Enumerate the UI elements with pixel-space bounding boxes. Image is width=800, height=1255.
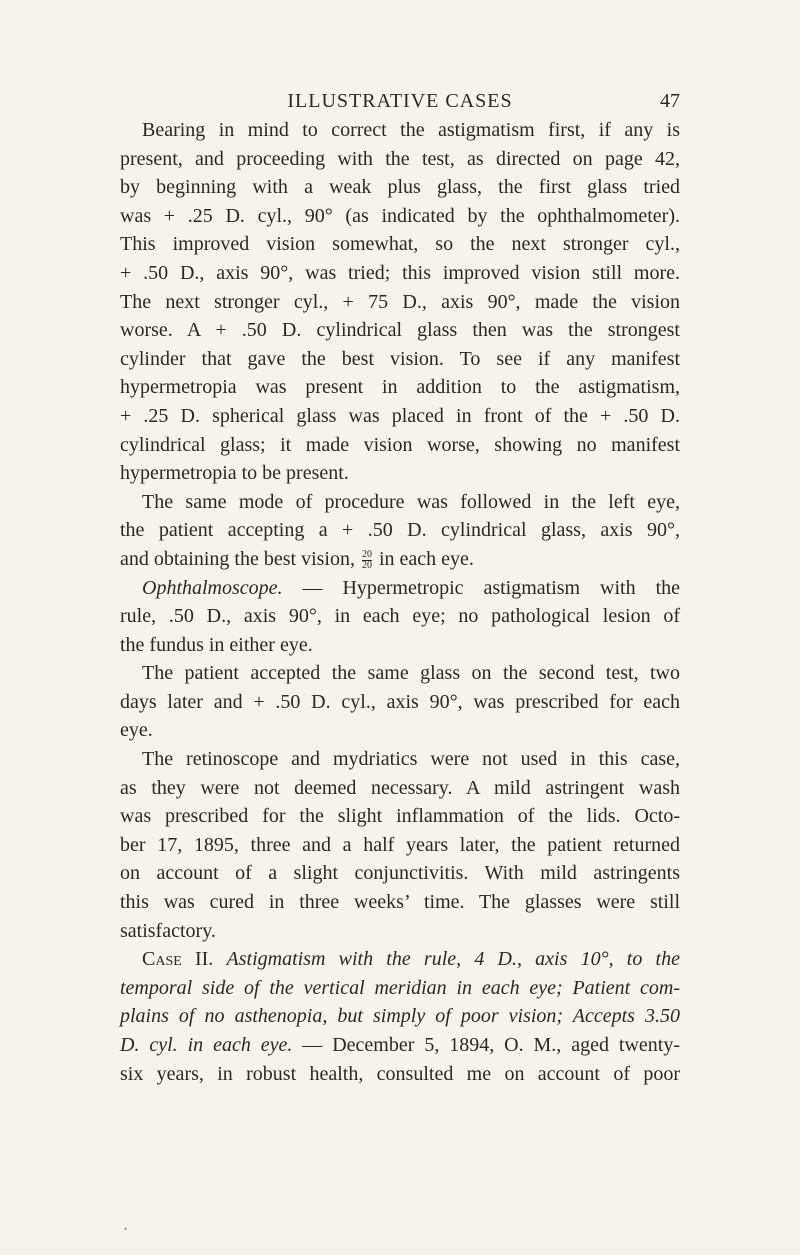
text-line: hypermetropia was present in addition to the astigmatism,	[120, 376, 680, 399]
text-line: six years, in robust health, consulted me on account of poor	[120, 1062, 680, 1085]
text-line	[120, 974, 680, 1003]
case-summary: Astigmatism with the rule, 4 D., axis 10°, to the	[226, 948, 680, 971]
text-line: satisfactory.	[120, 919, 216, 942]
text-line: The same mode of procedure was followed in the left eye,	[142, 490, 680, 513]
text-line: by beginning with a weak plus glass, the first glass tried	[120, 176, 680, 199]
text-line: the patient accepting a + .50 D. cylindrical glass, axis 90°,	[120, 519, 680, 542]
text-line	[120, 945, 680, 974]
text-line: was prescribed for the slight inflammation of the lids. Octo-	[120, 805, 680, 828]
text-line: + .25 D. spherical glass was placed in front of the + .50 D.	[120, 404, 680, 427]
text-line: worse. A + .50 D. cylindrical glass then was the strongest	[120, 319, 680, 342]
text-fragment: and obtaining the best vision,	[120, 547, 355, 570]
text-line: present, and proceeding with the test, as directed on page 42,	[120, 147, 680, 170]
text-line: was + .25 D. cyl., 90° (as indicated by the ophthalmometer).	[120, 204, 680, 227]
text-line: on account of a slight conjunctivitis. With mild astringents	[120, 862, 680, 885]
visual-acuity-fraction	[362, 550, 372, 571]
case-heading: Case II.	[142, 948, 214, 971]
text-line: rule, .50 D., axis 90°, in each eye; no pathological lesion of	[120, 605, 680, 628]
text-line: + .50 D., axis 90°, was tried; this improved vision still more.	[120, 261, 680, 284]
text-line: cylindrical glass; it made vision worse, showing no manifest	[120, 433, 680, 456]
text-line	[120, 545, 680, 574]
text-line: the fundus in either eye.	[120, 633, 313, 656]
text-line: cylinder that gave the best vision. To see if any manifest	[120, 347, 680, 370]
print-speck: •	[124, 1224, 128, 1234]
text-line: hypermetropia to be present.	[120, 462, 349, 485]
ophthalmoscope-heading: Ophthalmoscope.	[142, 576, 283, 599]
text-line: eye.	[120, 719, 153, 742]
text-line	[120, 1031, 680, 1060]
text-line: The retinoscope and mydriatics were not used in this case,	[142, 748, 680, 771]
text-line	[120, 574, 680, 603]
text-fragment: in each eye.	[378, 547, 474, 570]
running-title: ILLUSTRATIVE CASES	[287, 90, 513, 112]
text-line: as they were not deemed necessary. A mild astringent wash	[120, 776, 680, 799]
text-line: This improved vision somewhat, so the next stronger cyl.,	[120, 233, 680, 256]
text-line: The patient accepted the same glass on the second test, two	[142, 662, 680, 685]
text-line: this was cured in three weeks’ time. The glasses were still	[120, 891, 680, 914]
text-fragment: — December 5, 1894, O. M., aged twenty-	[292, 1034, 680, 1056]
text-line: ber 17, 1895, three and a half years later, the patient returned	[120, 833, 680, 856]
fraction-numerator: 20	[361, 548, 372, 560]
case-summary: D. cyl. in each eye.	[120, 1034, 293, 1056]
text-fragment: — Hypermetropic astigmatism with the	[282, 576, 680, 599]
page-number: 47	[660, 90, 680, 112]
text-line: The next stronger cyl., + 75 D., axis 90°, made the vision	[120, 290, 680, 313]
case-summary: temporal side of the vertical meridian in each eye; Patient com-	[120, 976, 680, 999]
fraction-denominator: 20	[361, 559, 372, 571]
text-line: days later and + .50 D. cyl., axis 90°, was prescribed for each	[120, 690, 680, 713]
text-line: Bearing in mind to correct the astigmatism first, if any is	[142, 119, 680, 141]
case-summary: plains of no asthenopia, but simply of poor vision; Accepts 3.50	[120, 1005, 680, 1028]
body-text	[120, 116, 680, 1088]
text-line	[120, 1002, 680, 1031]
